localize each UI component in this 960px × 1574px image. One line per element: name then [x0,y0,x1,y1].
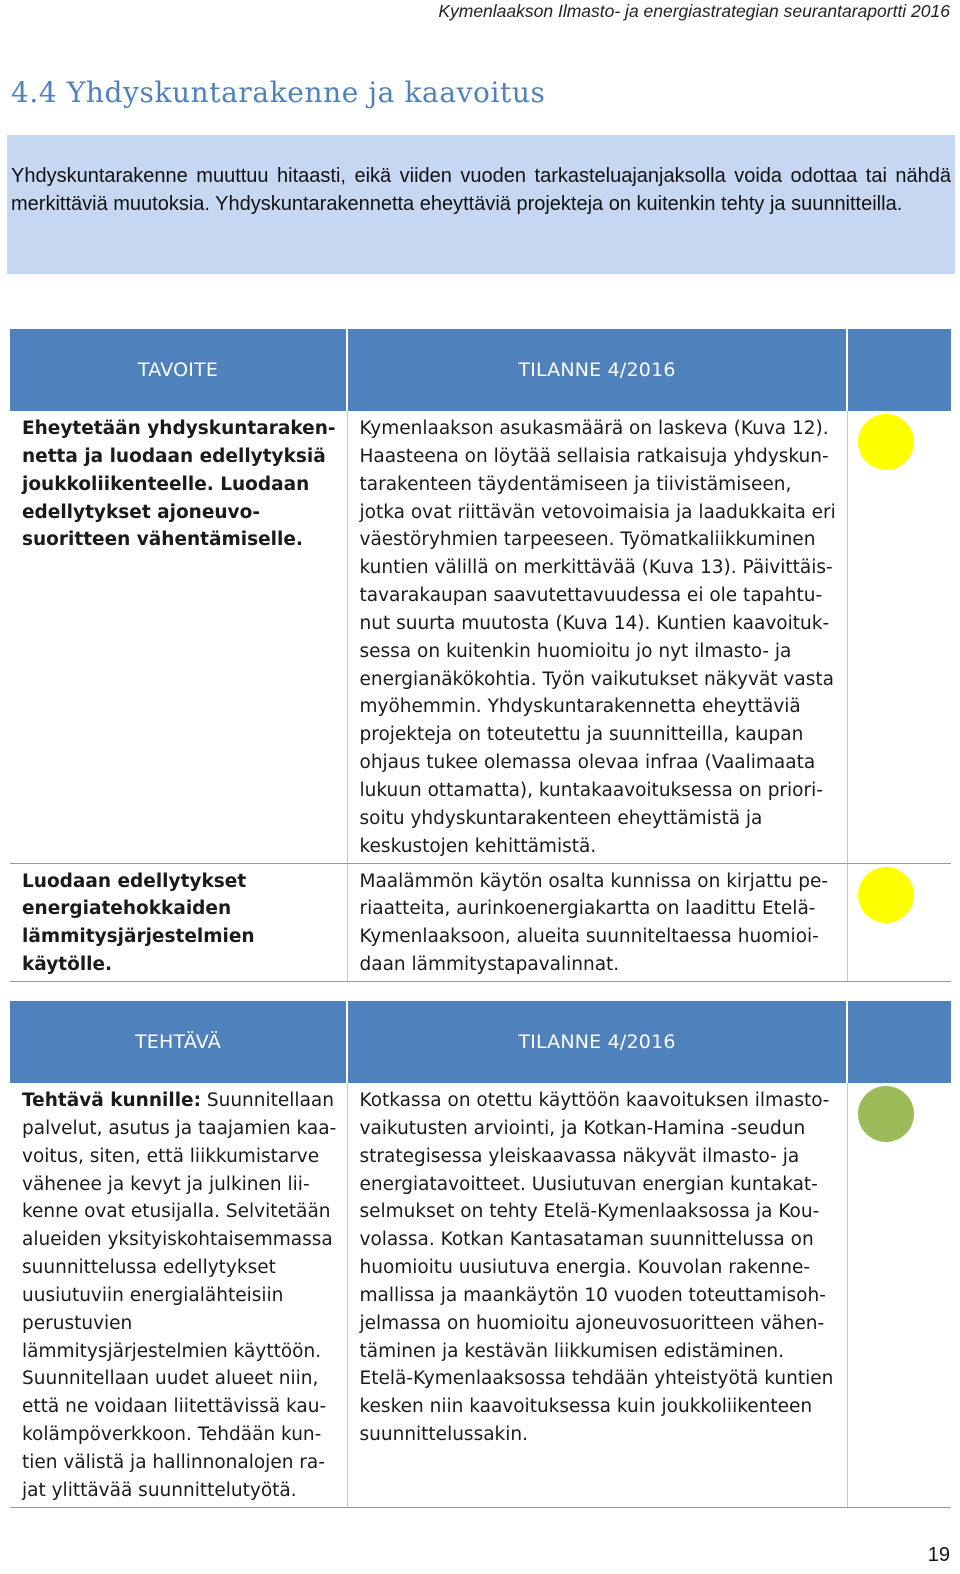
goals-col-indicator-header [847,329,951,411]
status-indicator-yellow-icon [858,867,914,923]
summary-text: Yhdyskuntarakenne muuttuu hitaasti, eikä viiden vuoden tarkasteluajanjaksolla voida odottaa tai nähdä merkittäviä muutoksia. Yhdyskuntarakennetta eheyttäviä projekteja on kuitenkin tehty ja suunnitteilla. [11,165,951,215]
status-cell [347,863,847,981]
goals-col-goal-header: TAVOITE [10,329,347,411]
goals-table-header-row [10,329,951,411]
table-row [10,1083,951,1507]
page-number: 19 [927,1544,950,1566]
goal-text: Eheytetään yhdyskuntarakennetta ja luodaan edellytyksiä joukkoliikenteelle. Luodaan edellytykset ajoneuvosuoritteen vähentämiselle. [22,418,336,551]
task-cell [10,1083,347,1507]
tasks-col-indicator-header [847,1001,951,1083]
summary-box [7,135,955,274]
status-cell [347,1083,847,1507]
tasks-table-header-row [10,1001,951,1083]
section-title: 4.4 Yhdyskuntarakenne ja kaavoitus [11,76,546,109]
goals-col-status-header: TILANNE 4/2016 [347,329,847,411]
table-row [10,411,951,863]
goal-text: Luodaan edellytykset energiatehokkaiden lämmitysjärjestelmien käytölle. [22,870,255,976]
status-cell [347,411,847,863]
task-lead: Tehtävä kunnille: [22,1090,201,1111]
tasks-table [10,1001,951,1508]
table-row [10,863,951,981]
status-text: Kotkassa on otettu käyttöön kaavoituksen ilmastovaikutusten arviointi, ja Kotkan-Hamina -seudun strategisessa yleiskaavassa näkyvät ilmasto- ja energiatavoitteet. Uusiutuvan energian kuntakatselmukset on tehty Etelä-Kymenlaaksossa ja Kouvolassa. Kotkan Kantasataman suunnittelussa on huomioitu uusiutuva energia. Kouvolan rakennemallissa ja maankäytön 10 vuoden toteuttamisohjelmassa on huomioitu ajoneuvosuoritteen vähentäminen ja kestävän liikkumisen edistäminen. Etelä-Kymenlaaksossa tehdään yhteistyötä kuntien kesken niin kaavoituksessa kuin joukkoliikenteen suunnittelussakin. [359,1090,834,1446]
indicator-cell [847,411,951,863]
status-text: Maalämmön käytön osalta kunnissa on kirjattu periaatteita, aurinkoenergiakartta on laadittu Etelä-Kymenlaaksoon, alueita suunniteltaessa huomioidaan lämmitystapavalinnat. [359,870,829,976]
indicator-cell [847,1083,951,1507]
tasks-col-status-header: TILANNE 4/2016 [347,1001,847,1083]
goal-cell [10,863,347,981]
goals-table [10,329,951,982]
status-indicator-yellow-icon [858,414,914,470]
goal-cell [10,411,347,863]
indicator-cell [847,863,951,981]
running-header: Kymenlaakson Ilmasto- ja energiastrategian seurantaraportti 2016 [438,1,950,21]
status-text: Kymenlaakson asukasmäärä on laskeva (Kuva 12). Haasteena on löytää sellaisia ratkaisuja yhdyskuntarakenteen täydentämiseen ja tiivistämiseen, jotka ovat riittävän vetovoimaisia ja laadukkaita eri väestöryhmien tarpeeseen. Työmatkaliikkuminen kuntien välillä on merkittävää (Kuva 13). Päivittäistavarakaupan saavutettavuudessa ei ole tapahtunut suurta muutosta (Kuva 14). Kuntien kaavoituksessa on kuitenkin huomioitu jo nyt ilmasto- ja energianäkökohtia. Työn vaikutukset näkyvät vasta myöhemmin. Yhdyskuntarakennetta eheyttäviä projekteja on toteutettu ja suunnitteilla, kaupan ohjaus tukee olemassa olevaa infraa (Vaalimaata lukuun ottamatta), kuntakaavoituksessa on priorisoitu yhdyskuntarakenteen eheyttämistä ja keskustojen kehittämistä. [359,418,836,857]
task-text: Suunnitellaan palvelut, asutus ja taajamien kaavoitus, siten, että liikkumistarve vähenee ja kevyt ja julkinen liikenne ovat etusijalla. Selvitetään alueiden yksityiskohtaisemmassa suunnittelussa edellytykset uusiutuviin energialähteisiin perustuvien lämmitysjärjestelmien käyttöön. Suunnitellaan uudet alueet niin, että ne voidaan liitettävissä kaukolämpöverkkoon. Tehdään kuntien välistä ja hallinnonalojen rajat ylittävää suunnittelutyötä. [22,1090,337,1501]
status-indicator-green-icon [858,1086,914,1142]
tasks-col-task-header: TEHTÄVÄ [10,1001,347,1083]
